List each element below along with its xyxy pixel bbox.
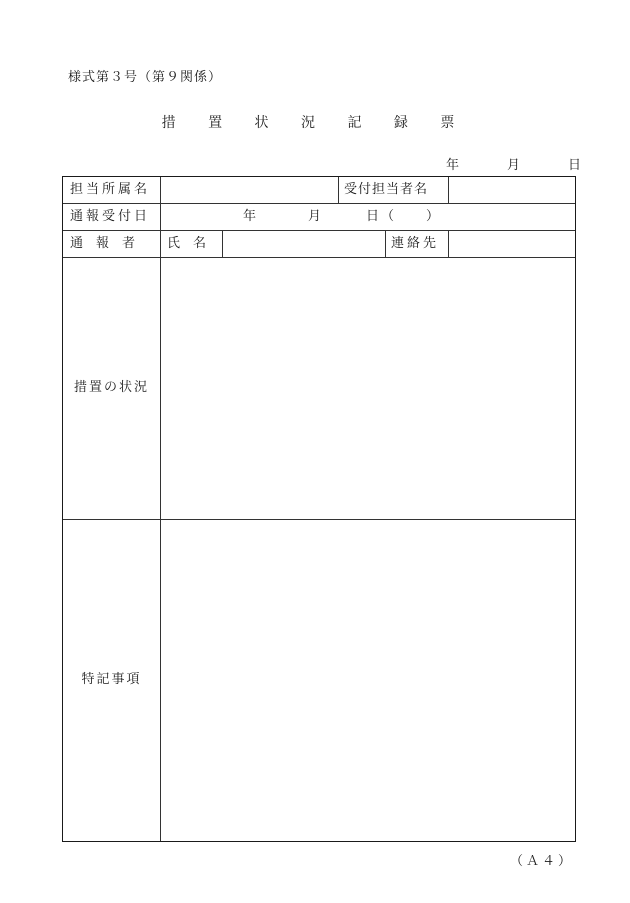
received-month[interactable]: 月: [308, 209, 322, 224]
date-day: 日: [568, 158, 582, 173]
name-label: 氏 名: [167, 236, 207, 251]
page-title: 措 置 状 況 記 録 票: [161, 115, 469, 131]
date-year: 年: [446, 158, 460, 173]
column-divider: [338, 177, 339, 203]
record-form-table: [62, 176, 576, 842]
row-divider: [63, 203, 575, 204]
column-divider: [222, 230, 223, 257]
notes-field[interactable]: [161, 520, 575, 840]
notes-label: 特記事項: [81, 672, 142, 687]
measures-field[interactable]: [161, 258, 575, 518]
received-date-label: 通報受付日: [70, 209, 151, 224]
receiver-label: 受付担当者名: [344, 182, 429, 197]
column-divider: [385, 230, 386, 257]
column-divider: [448, 230, 449, 257]
paper-size-note: （Ａ４）: [509, 854, 574, 869]
received-year[interactable]: 年: [243, 209, 257, 224]
received-day-weekday[interactable]: 日（ ）: [366, 209, 442, 224]
contact-label: 連絡先: [391, 236, 440, 251]
measures-label: 措置の状況: [73, 380, 149, 395]
reporter-label: 通 報 者: [70, 236, 136, 251]
form-number: 様式第３号（第９関係）: [68, 70, 223, 85]
date-month: 月: [507, 158, 521, 173]
column-divider: [448, 177, 449, 203]
dept-label: 担当所属名: [70, 182, 151, 197]
row-divider: [63, 230, 575, 231]
